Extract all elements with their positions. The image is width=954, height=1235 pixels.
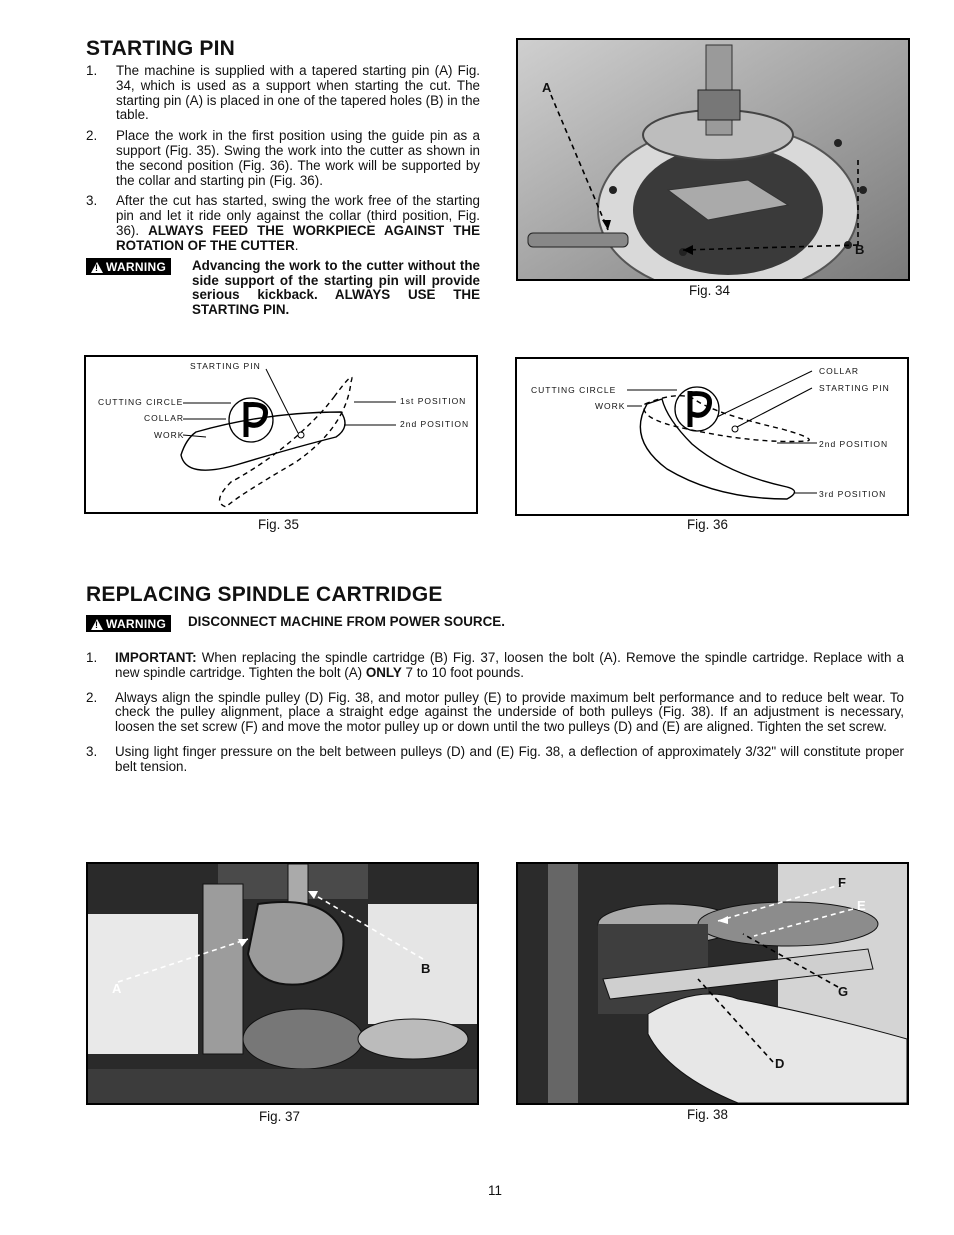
list-item: 1. The machine is supplied with a tapered starting pin (A) Fig. 34, which is used as a support when starting the cut. The starting pin (A) is placed in one of the tapered holes (B) in the table. [86, 63, 480, 123]
list-item: 2. Place the work in the first position using the guide pin as a support (Fig. 35). Swing the work into the cutter as shown in the second position (Fig. 36). The work will be supported by the collar and starting pin (Fig. 36). [86, 128, 480, 188]
list-item: 3. After the cut has started, swing the work free of the starting pin and let it ride only against the collar (third position, Fig. 36). ALWAYS FEED THE WORKPIECE AGAINST THE ROTATION OF THE CUTTER. [86, 193, 481, 253]
warning-text: Advancing the work to the cutter without the side support of the starting pin will provide serious kickback. ALWAYS USE THE STARTING PIN. [192, 258, 480, 317]
fig38-label-g: G [838, 984, 849, 999]
section-title-replacing-spindle-cartridge: REPLACING SPINDLE CARTRIDGE [86, 583, 443, 606]
fig35-diagram: STARTING PIN CUTTING CIRCLE COLLAR WORK 1st POSITION 2nd POSITION [84, 355, 478, 514]
fig38-label-d: D [775, 1056, 785, 1071]
fig34-label-a: A [542, 80, 552, 95]
fig35-caption: Fig. 35 [258, 517, 299, 532]
page-number: 11 [488, 1183, 502, 1198]
fig38-caption: Fig. 38 [687, 1107, 728, 1122]
fig38-photo [516, 862, 909, 1105]
fig36-caption: Fig. 36 [687, 517, 728, 532]
fig37-illustration [88, 864, 477, 1103]
fig34-photo [516, 38, 910, 281]
fig38-label-f: F [838, 875, 846, 890]
warning-badge: ! WARNING [86, 258, 171, 275]
fig37-label-b: B [421, 961, 431, 976]
fig34-label-b: B [855, 242, 865, 257]
fig36-diagram: COLLAR STARTING PIN CUTTING CIRCLE WORK 2nd POSITION 3rd POSITION [515, 357, 909, 516]
fig38-illustration [518, 864, 907, 1103]
warning-badge: ! WARNING [86, 615, 171, 632]
fig38-label-e: E [857, 898, 866, 913]
fig37-caption: Fig. 37 [259, 1109, 300, 1124]
warning-text: DISCONNECT MACHINE FROM POWER SOURCE. [188, 614, 505, 629]
list-item: 1. IMPORTANT: When replacing the spindle cartridge (B) Fig. 37, loosen the bolt (A). Remove the spindle cartridge. Replace with a new spindle cartridge. Tighten the bolt (A) ONLY 7 to 10 foot pounds. [86, 650, 904, 680]
warning-triangle-icon: ! [91, 619, 103, 630]
list-item: 2. Always align the spindle pulley (D) Fig. 38, and motor pulley (E) to provide maximum belt performance and to reduce belt wear. To check the pulley alignment, place a straight edge against the underside of both pulleys (Fig. 38). If an adjustment is necessary, loosen the set screw (F) and move the motor pulley up or down until the two pulleys (D) and (E) are aligned. Tighten the set screw. [86, 689, 904, 735]
fig34-caption: Fig. 34 [689, 283, 730, 298]
starting-pin-steps [86, 64, 480, 254]
fig34-illustration [518, 40, 908, 279]
fig37-photo [86, 862, 479, 1105]
spindle-steps [86, 651, 904, 775]
fig37-label-a: A [112, 981, 122, 996]
section-title-starting-pin: STARTING PIN [86, 37, 236, 60]
warning-triangle-icon: ! [91, 262, 103, 273]
list-item: 3. Using light finger pressure on the belt between pulleys (D) and (E) Fig. 38, a deflection of approximately 3/32" will constitute proper belt tension. [86, 743, 904, 774]
fig35-illustration [86, 357, 476, 512]
